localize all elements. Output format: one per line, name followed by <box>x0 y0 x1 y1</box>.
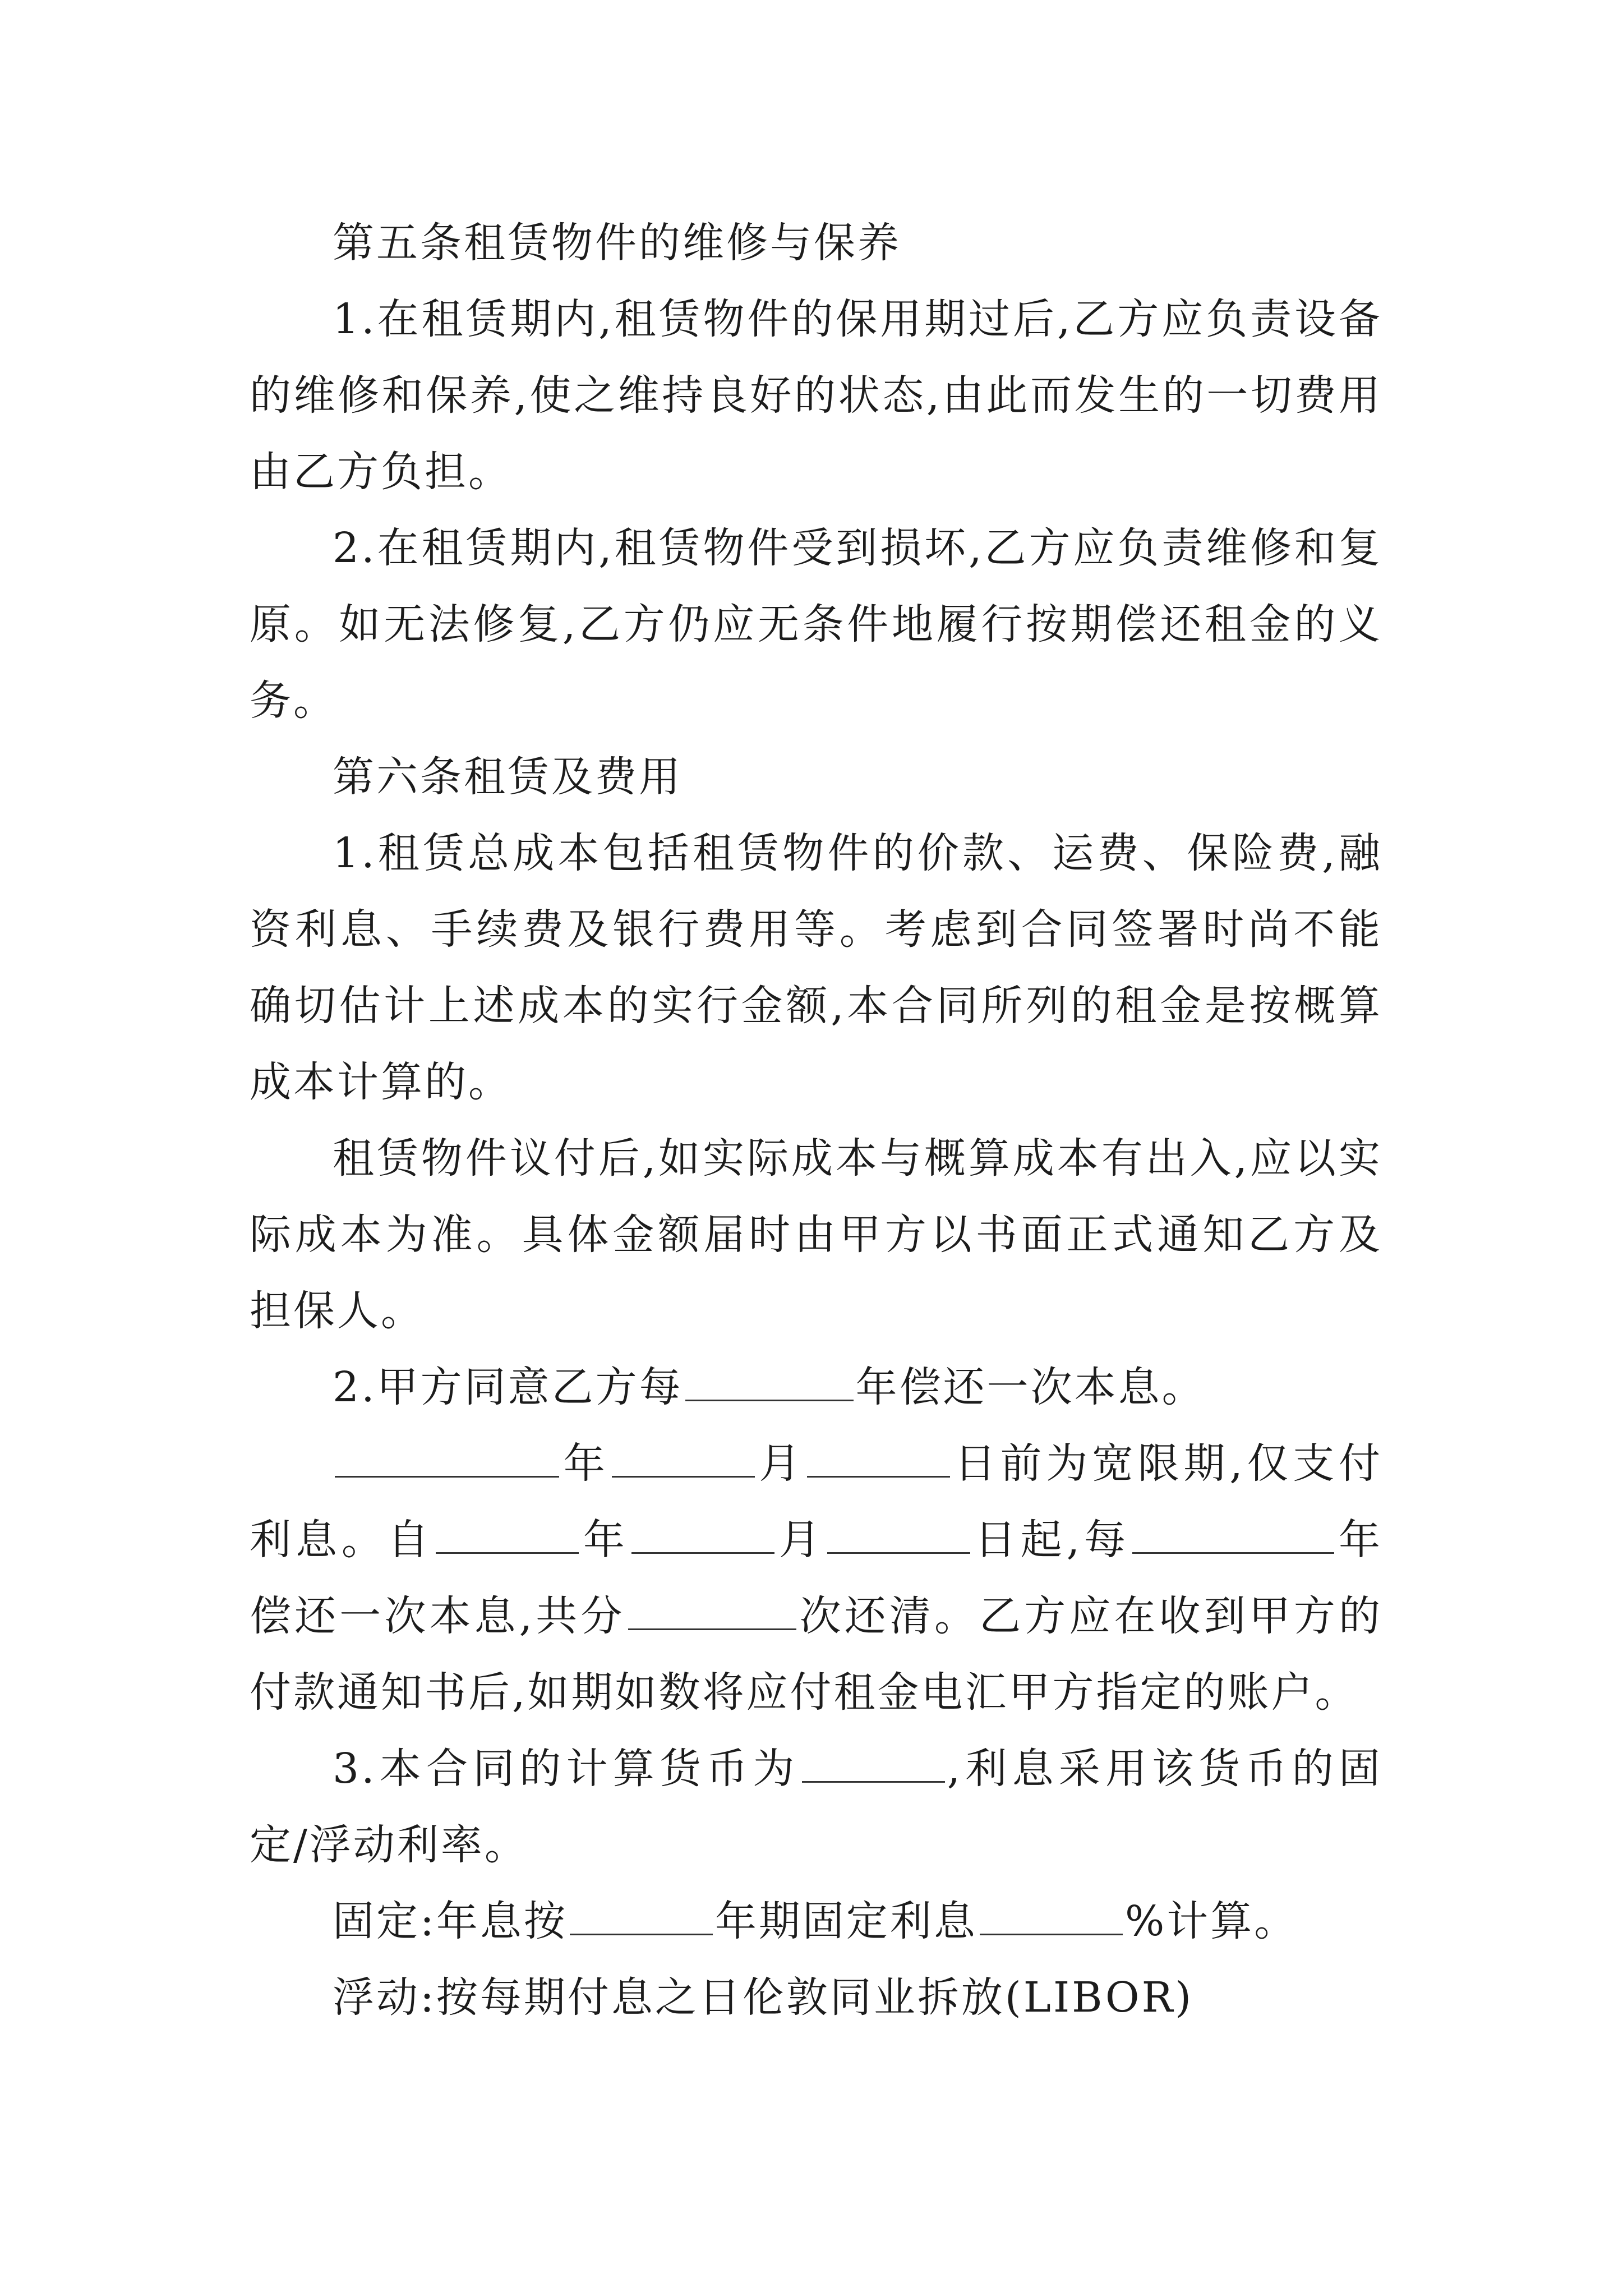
repay-start-month-blank <box>631 1519 774 1554</box>
repayment-interval-blank <box>685 1366 854 1401</box>
grace-end-day-blank <box>807 1442 950 1478</box>
repay-start-year-blank <box>436 1519 579 1554</box>
article-6-clause-2: 2.甲方同意乙方每 年偿还一次本息。 <box>333 1363 1206 1411</box>
currency-blank <box>802 1747 945 1783</box>
repay-start-day-blank <box>827 1519 970 1554</box>
grace-end-month-blank <box>612 1442 755 1478</box>
article-5-clause-1: 1.在租赁期内,租赁物件的保用期过后,乙方应负责设备的维修和保养,使之维持良好的状态,由此而发生的一切费用由乙方负担。 <box>250 295 1382 496</box>
fixed-rate-line: 固定:年息按 年期固定利息 %计算。 <box>333 1897 1298 1945</box>
article-5-clause-2: 2.在租赁期内,租赁物件受到损坏,乙方应负责维修和复原。如无法修复,乙方仍应无条件地履行按期偿还租金的义务。 <box>250 524 1382 725</box>
article-6-clause-1-continued: 租赁物件议付后,如实际成本与概算成本有出入,应以实际成本为准。具体金额届时由甲方以书面正式通知乙方及担保人。 <box>250 1134 1382 1335</box>
article-6-clause-1: 1.租赁总成本包括租赁物件的价款、运费、保险费,融资利息、手续费及银行费用等。考虑到合同签署时尚不能确切估计上述成本的实行金额,本合同所列的租金是按概算成本计算的。 <box>250 829 1382 1106</box>
repay-interval-years-blank <box>1132 1519 1334 1554</box>
article-6-heading: 第六条租赁及费用 <box>333 753 683 801</box>
floating-rate-line: 浮动:按每期付息之日伦敦同业拆放(LIBOR) <box>333 1973 1194 2022</box>
fixed-rate-percent-blank <box>980 1900 1123 1935</box>
fixed-term-years-blank <box>570 1900 713 1935</box>
installment-count-blank <box>628 1595 796 1630</box>
article-6-grace-period: 年 月 日前为宽限期,仅支付利息。自 年 月 日起,每 年偿还一次本息,共分 次还清。乙方应在收到甲方的付款通知书后,如期如数将应付租金电汇甲方指定的账户。 <box>250 1439 1383 1717</box>
grace-end-year-blank <box>335 1442 559 1478</box>
article-5-heading: 第五条租赁物件的维修与保养 <box>333 219 901 267</box>
article-6-clause-3: 3.本合同的计算货币为 ,利息采用该货币的固定/浮动利率。 <box>250 1745 1382 1869</box>
document-body <box>250 205 1382 2036</box>
